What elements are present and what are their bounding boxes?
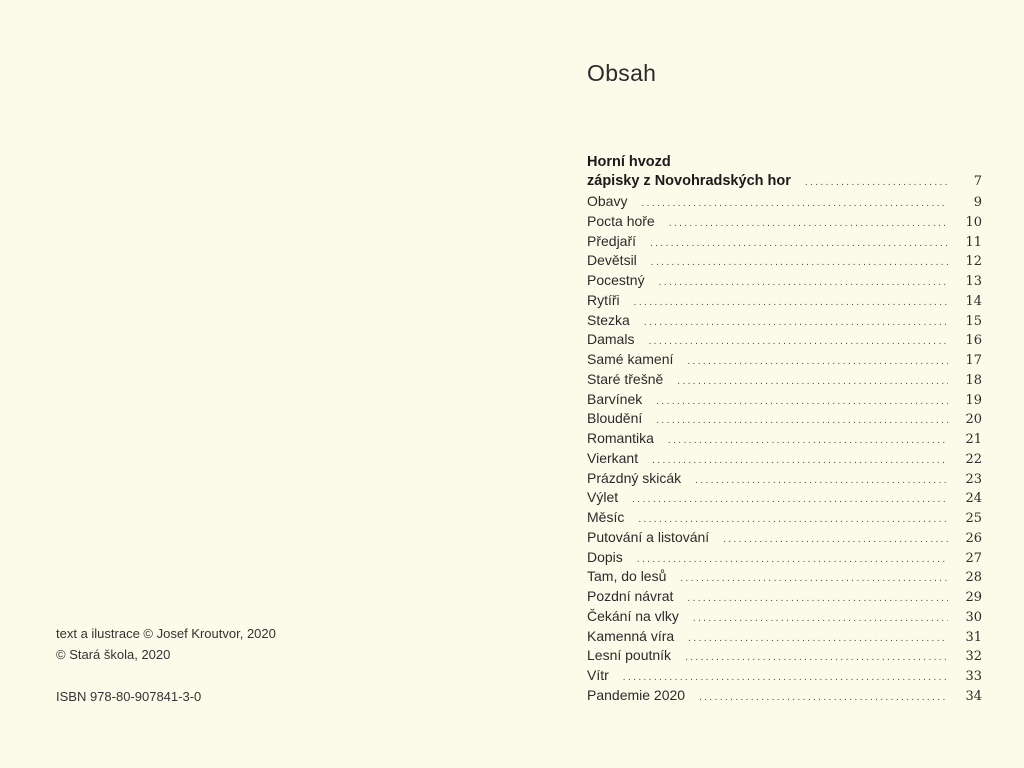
toc-entry-page: 13 <box>965 274 982 289</box>
toc-entry-label: Tam, do lesů <box>587 568 667 585</box>
dot-leader <box>805 177 948 188</box>
toc-entry-label: Čekání na vlky <box>587 607 679 624</box>
toc-entry-page: 20 <box>965 412 982 428</box>
toc-entry-label: Samé kamení <box>587 351 674 367</box>
toc-entry-page: 21 <box>965 432 982 447</box>
toc-title: Obsah <box>587 60 657 86</box>
dot-leader <box>641 198 948 209</box>
toc-entry-label: Vierkant <box>587 449 639 466</box>
section-subtitle-row <box>587 173 982 194</box>
dot-leader <box>699 692 948 703</box>
toc-entry-label: Kamenná víra <box>587 627 675 644</box>
toc-entry <box>587 410 982 430</box>
toc-entry <box>587 193 982 213</box>
dot-leader <box>648 336 948 347</box>
toc-entry-page: 12 <box>965 254 982 270</box>
toc-entry <box>587 351 982 371</box>
toc-entry-page: 28 <box>965 570 982 586</box>
toc-entry <box>587 371 982 391</box>
dot-leader <box>632 494 948 505</box>
toc-entry-label: Pandemie 2020 <box>587 686 686 703</box>
toc-entry-label: Pozdní návrat <box>587 588 674 604</box>
toc-entry-page: 33 <box>965 669 982 684</box>
dot-leader <box>638 514 948 525</box>
dot-leader <box>687 593 948 604</box>
dot-leader <box>695 475 948 486</box>
toc-entry <box>587 470 982 490</box>
toc-entry-label: Barvínek <box>587 390 643 407</box>
toc-entry-label: Staré třešně <box>587 370 664 387</box>
toc-entry-page: 34 <box>965 688 982 704</box>
toc-entry <box>587 331 982 351</box>
toc-section-heading <box>587 152 982 194</box>
toc-entry-label: Damals <box>587 331 635 348</box>
toc-entry-label: Stezka <box>587 311 630 328</box>
toc-entry-label: Pocestný <box>587 272 645 288</box>
dot-leader <box>623 672 948 683</box>
dot-leader <box>650 238 948 249</box>
toc-entry-page: 15 <box>965 313 982 329</box>
toc-entry <box>587 687 982 707</box>
dot-leader <box>680 573 948 584</box>
toc-entry <box>587 450 982 470</box>
toc-entry-label: Pocta hoře <box>587 212 655 229</box>
toc-entry-label: Dopis <box>587 548 623 565</box>
toc-entry-label: Devětsil <box>587 252 637 269</box>
toc-entry-page: 16 <box>965 333 982 349</box>
section-subtitle: zápisky z Novohradských hor <box>587 173 791 189</box>
toc-entry <box>587 489 982 509</box>
section-page-number: 7 <box>973 174 982 189</box>
toc-entry-page: 29 <box>965 590 982 605</box>
toc-entry-page: 14 <box>965 293 982 309</box>
toc-entry <box>587 608 982 628</box>
toc-entry-page: 17 <box>965 353 982 368</box>
toc-entry-page: 11 <box>965 234 982 250</box>
toc-entry <box>587 529 982 549</box>
toc-entry <box>587 272 982 292</box>
dot-leader <box>634 297 948 308</box>
toc-entry-label: Výlet <box>587 489 619 506</box>
toc-entry-label: Prázdný skicák <box>587 469 682 486</box>
toc-entry <box>587 430 982 450</box>
toc-entry <box>587 549 982 569</box>
toc-entry-page: 25 <box>965 511 982 526</box>
toc-entry <box>587 391 982 411</box>
toc-entry-page: 31 <box>965 629 982 645</box>
dot-leader <box>637 554 948 565</box>
toc-entry-page: 30 <box>965 609 982 625</box>
dot-leader <box>644 317 948 328</box>
toc-entry <box>587 647 982 667</box>
toc-entry-page: 24 <box>965 491 982 507</box>
toc-entry-label: Bloudění <box>587 410 643 427</box>
toc-entry-page: 26 <box>965 530 982 546</box>
toc-entry <box>587 213 982 233</box>
toc-entry <box>587 252 982 272</box>
toc-entry-label: Měsíc <box>587 509 625 525</box>
dot-leader <box>693 613 948 624</box>
toc-entry-page: 27 <box>965 550 982 566</box>
dot-leader <box>669 218 948 229</box>
toc-entry <box>587 292 982 312</box>
dot-leader <box>651 257 948 268</box>
toc-entry-label: Putování a listování <box>587 528 710 545</box>
isbn: ISBN 978-80-907841-3-0 <box>56 689 202 704</box>
section-title: Horní hvozd <box>587 154 671 170</box>
dot-leader <box>723 534 948 545</box>
toc-entry-label: Předjaří <box>587 232 637 249</box>
dot-leader <box>685 652 948 663</box>
toc-entry-page: 10 <box>965 214 982 230</box>
toc-entry-page: 9 <box>973 195 982 210</box>
dot-leader <box>652 455 948 466</box>
toc-list <box>587 193 982 707</box>
toc-entry <box>587 233 982 253</box>
toc-entry <box>587 312 982 332</box>
toc-entry <box>587 588 982 608</box>
toc-entry-page: 22 <box>965 451 982 467</box>
right-page <box>512 0 1024 768</box>
toc-entry-label: Obavy <box>587 193 628 209</box>
toc-entry-label: Romantika <box>587 430 654 446</box>
toc-entry-page: 23 <box>965 471 982 487</box>
dot-leader <box>656 415 948 426</box>
toc-entry-page: 18 <box>965 372 982 388</box>
toc-entry <box>587 568 982 588</box>
toc-entry <box>587 509 982 529</box>
dot-leader <box>687 356 948 367</box>
imprint <box>56 623 276 707</box>
copyright-publisher: © Stará škola, 2020 <box>56 647 171 662</box>
dot-leader <box>659 277 948 288</box>
toc-entry-page: 32 <box>965 649 982 665</box>
copyright-author: text a ilustrace © Josef Kroutvor, 2020 <box>56 626 276 641</box>
dot-leader <box>677 376 948 387</box>
dot-leader <box>668 435 948 446</box>
toc-entry-label: Lesní poutník <box>587 647 672 664</box>
dot-leader <box>688 633 948 644</box>
toc-entry-label: Vítr <box>587 667 609 683</box>
toc-entry <box>587 667 982 687</box>
toc-entry <box>587 628 982 648</box>
toc-entry-page: 19 <box>965 392 982 408</box>
toc-entry-label: Rytíři <box>587 291 620 308</box>
dot-leader <box>656 396 948 407</box>
